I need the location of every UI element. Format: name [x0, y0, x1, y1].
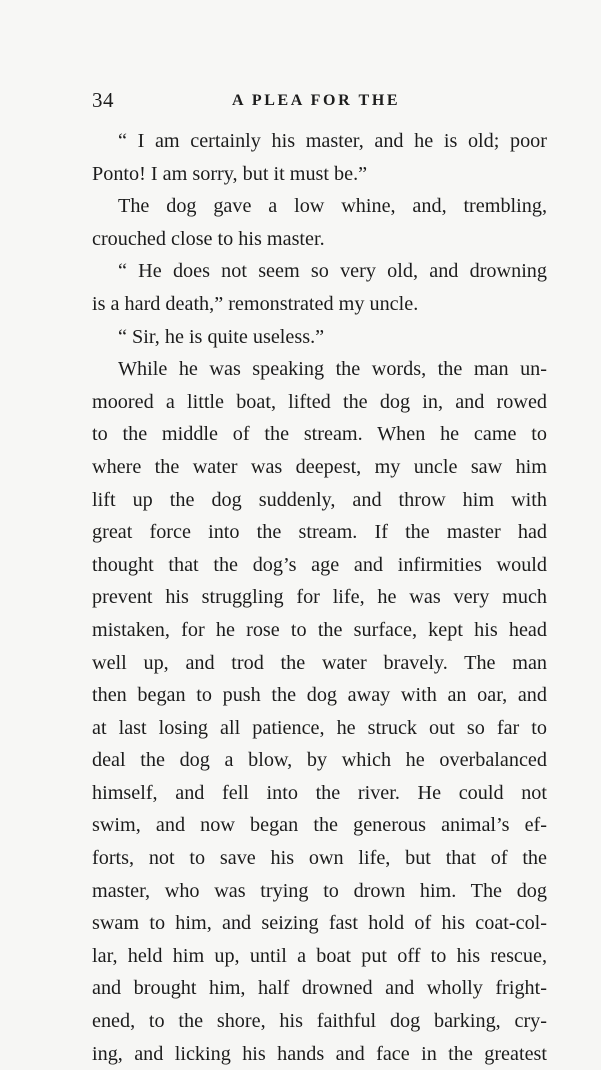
text-line: is a hard death,” remonstrated my uncle.: [92, 292, 419, 315]
text-line: “ Sir, he is quite useless.”: [118, 325, 325, 348]
text-line: moored a little boat, lifted the dog in, and rowed: [92, 390, 547, 413]
text-line: where the water was deepest, my uncle saw him: [92, 455, 547, 478]
text-line: crouched close to his master.: [92, 227, 325, 250]
body-text: [92, 125, 547, 1070]
text-line: swim, and now began the generous animal’s ef-: [92, 814, 547, 837]
text-line: at last losing all patience, he struck out so far to: [92, 716, 547, 739]
text-line: master, who was trying to drown him. The dog: [92, 879, 547, 902]
text-line: then began to push the dog away with an oar, and: [92, 684, 547, 707]
text-line: ing, and licking his hands and face in the greatest: [92, 1042, 547, 1065]
text-line: thought that the dog’s age and infirmities would: [92, 553, 547, 576]
text-line: well up, and trod the water bravely. The man: [92, 651, 547, 674]
text-line: himself, and fell into the river. He could not: [92, 781, 547, 804]
page-header: [92, 88, 547, 114]
text-line: forts, not to save his own life, but that of the: [92, 847, 547, 870]
text-line: “ I am certainly his master, and he is old; poor: [118, 130, 547, 152]
text-line: Ponto! I am sorry, but it must be.”: [92, 162, 368, 185]
running-head: A PLEA FOR THE: [232, 92, 401, 109]
text-line: While he was speaking the words, the man un-: [118, 358, 547, 381]
text-line: prevent his struggling for life, he was very much: [92, 586, 547, 609]
text-line: lift up the dog suddenly, and throw him with: [92, 488, 547, 511]
text-line: “ He does not seem so very old, and drowning: [118, 260, 547, 283]
page-number: 34: [92, 88, 114, 112]
text-line: and brought him, half drowned and wholly fright-: [92, 977, 547, 1000]
text-line: deal the dog a blow, by which he overbalanced: [92, 749, 547, 772]
text-line: ened, to the shore, his faithful dog barking, cry-: [92, 1010, 547, 1033]
text-line: swam to him, and seizing fast hold of his coat-col-: [92, 912, 547, 935]
text-line: to the middle of the stream. When he came to: [92, 423, 547, 446]
text-line: mistaken, for he rose to the surface, kept his head: [92, 618, 547, 641]
text-line: lar, held him up, until a boat put off to his rescue,: [92, 944, 547, 967]
text-line: The dog gave a low whine, and, trembling,: [118, 195, 547, 218]
text-line: great force into the stream. If the master had: [92, 521, 547, 544]
